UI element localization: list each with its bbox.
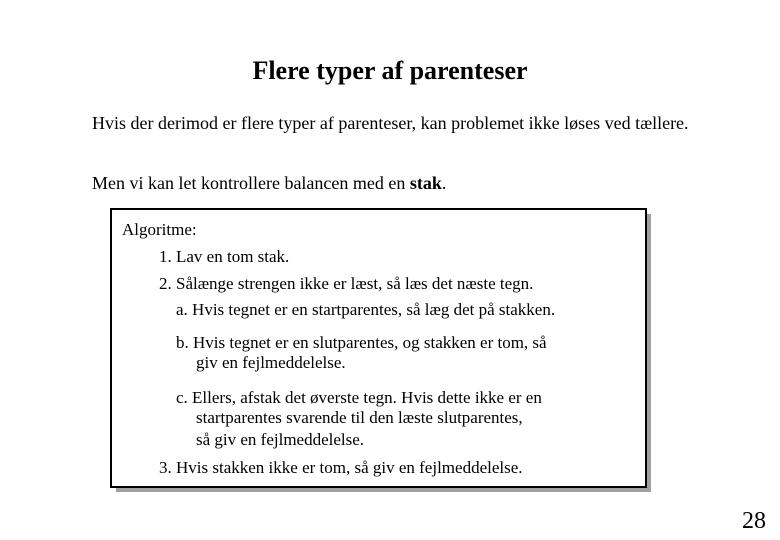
intro-paragraph: Hvis der derimod er flere typer af parenteser, kan problemet ikke løses ved tællere.	[92, 113, 689, 133]
algorithm-step-2b-line-1: b. Hvis tegnet er en slutparentes, og stakken er tom, så	[176, 333, 547, 352]
page-number: 28	[742, 508, 766, 534]
stack-paragraph-prefix: Men vi kan let kontrollere balancen med en	[92, 173, 410, 193]
algorithm-box	[110, 208, 647, 488]
algorithm-step-2b-line-2: giv en fejlmeddelelse.	[196, 353, 346, 372]
algorithm-step-3: 3. Hvis stakken ikke er tom, så giv en fejlmeddelelse.	[159, 458, 523, 477]
slide-title: Flere typer af parenteser	[252, 56, 528, 85]
algorithm-step-2: 2. Sålænge strengen ikke er læst, så læs det næste tegn.	[159, 274, 534, 293]
stack-paragraph	[92, 172, 722, 194]
algorithm-heading: Algoritme:	[122, 220, 197, 239]
algorithm-step-2c-line-2: startparentes svarende til den læste slutparentes,	[196, 408, 523, 427]
algorithm-step-2c-line-1: c. Ellers, afstak det øverste tegn. Hvis dette ikke er en	[176, 388, 542, 407]
algorithm-step-2c-line-3: så giv en fejlmeddelelse.	[196, 430, 365, 449]
stack-paragraph-suffix: .	[441, 173, 447, 193]
algorithm-step-2a: a. Hvis tegnet er en startparentes, så læg det på stakken.	[176, 300, 556, 319]
stack-keyword: stak	[409, 173, 442, 193]
algorithm-step-1: 1. Lav en tom stak.	[159, 247, 290, 266]
